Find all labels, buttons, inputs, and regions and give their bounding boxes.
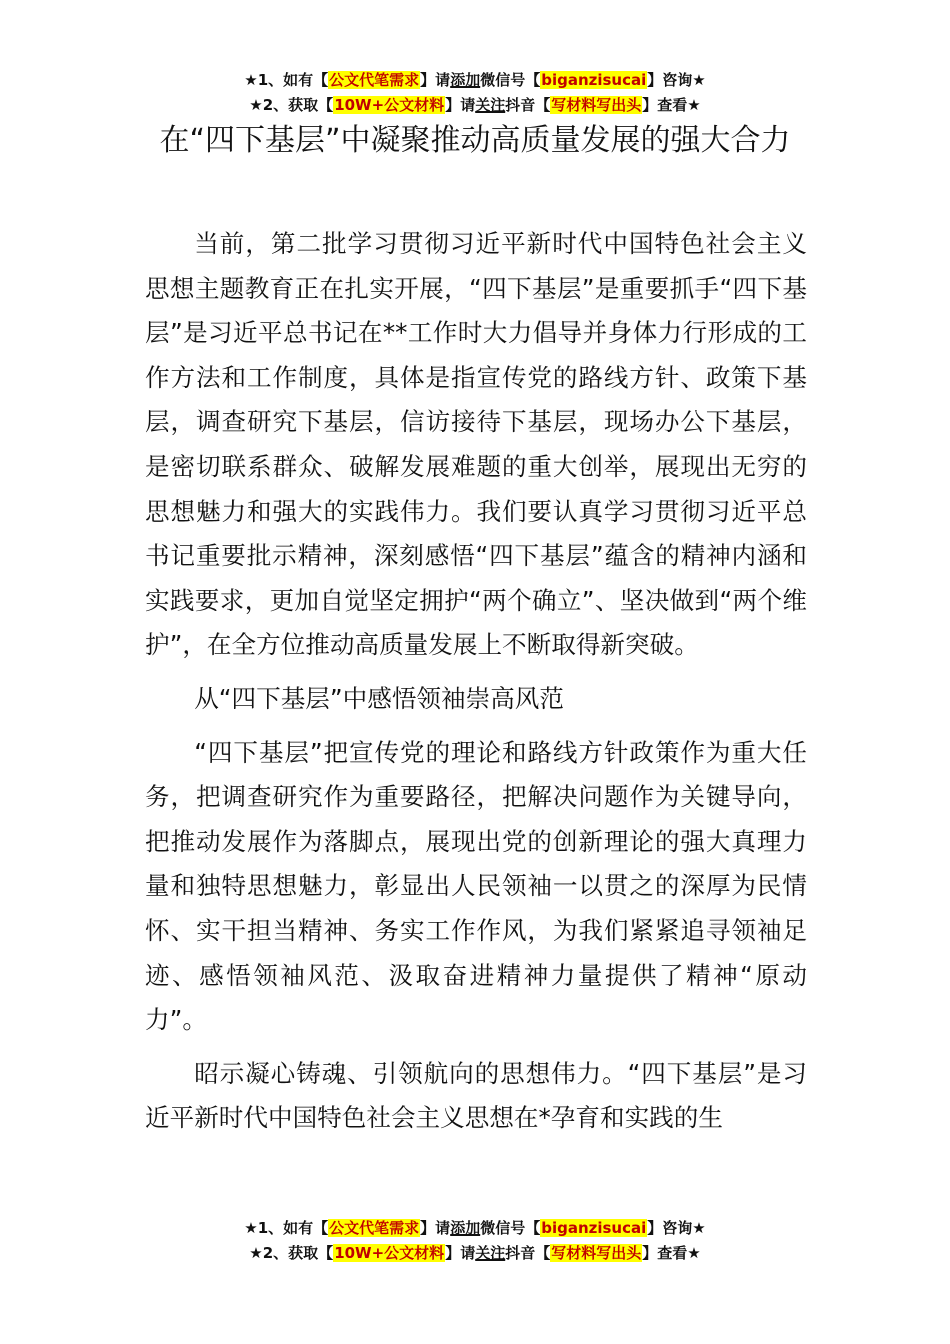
highlight-service: 公文代笔需求: [329, 71, 420, 89]
promo-emphasis: 关注: [475, 1244, 506, 1262]
paragraph: “四下基层”把宣传党的理论和路线方针政策作为重大任务，把调查研究作为重要路径，把解决问题作为关键导向，把推动发展作为落脚点，展现出党的创新理论的强大真理力量和独特思想魅力，彰显出人民领袖一以贯之的深厚为民情怀、实干担当精神、务实工作作风，为我们紧紧追寻领袖足迹、感悟领袖风范、汲取奋进精神力量提供了精神“原动力”。: [145, 737, 807, 1035]
promo-emphasis: 添加: [450, 1219, 481, 1237]
highlight-wechat-id: biganzisucai: [541, 71, 647, 89]
promo-footer: [0, 1216, 950, 1266]
promo-text: ★1、如有【: [244, 71, 329, 89]
promo-text: 微信号【: [480, 71, 541, 89]
promo-emphasis: 添加: [450, 71, 481, 89]
highlight-service: 公文代笔需求: [329, 1219, 420, 1237]
promo-line-1: [0, 1216, 950, 1241]
highlight-materials: 10W+公文材料: [334, 96, 445, 114]
promo-emphasis: 关注: [475, 96, 506, 114]
promo-text: 】请: [445, 1244, 476, 1262]
document-body: [145, 222, 807, 1150]
promo-text: ★2、获取【: [249, 1244, 334, 1262]
promo-text: 】请: [420, 71, 451, 89]
promo-text: ★2、获取【: [249, 96, 334, 114]
promo-text: 】咨询★: [647, 71, 706, 89]
promo-line-2: [0, 1241, 950, 1266]
promo-text: 】请: [420, 1219, 451, 1237]
promo-header: [0, 68, 950, 118]
promo-text: 】请: [445, 96, 476, 114]
highlight-wechat-id: biganzisucai: [541, 1219, 647, 1237]
promo-line-1: [0, 68, 950, 93]
highlight-materials: 10W+公文材料: [334, 1244, 445, 1262]
highlight-douyin: 写材料写出头: [551, 1244, 642, 1262]
promo-text: 微信号【: [480, 1219, 541, 1237]
section-heading: 从“四下基层”中感悟领袖崇高风范: [194, 683, 564, 713]
promo-text: 】查看★: [642, 1244, 701, 1262]
promo-line-2: [0, 93, 950, 118]
promo-text: 】咨询★: [647, 1219, 706, 1237]
promo-text: ★1、如有【: [244, 1219, 329, 1237]
document-title: 在“四下基层”中凝聚推动高质量发展的强大合力: [159, 123, 791, 158]
paragraph: 昭示凝心铸魂、引领航向的思想伟力。“四下基层”是习近平新时代中国特色社会主义思想在*孕育和实践的生: [145, 1058, 807, 1133]
promo-text: 抖音【: [505, 1244, 551, 1262]
promo-text: 】查看★: [642, 96, 701, 114]
paragraph-intro: 当前，第二批学习贯彻习近平新时代中国特色社会主义思想主题教育正在扎实开展，“四下基层”是重要抓手“四下基层”是习近平总书记在**工作时大力倡导并身体力行形成的工作方法和工作制度，具体是指宣传党的路线方针、政策下基层，调查研究下基层，信访接待下基层，现场办公下基层，是密切联系群众、破解发展难题的重大创举，展现出无穷的思想魅力和强大的实践伟力。我们要认真学习贯彻习近平总书记重要批示精神，深刻感悟“四下基层”蕴含的精神内涵和实践要求，更加自觉坚定拥护“两个确立”、坚决做到“两个维护”，在全方位推动高质量发展上不断取得新突破。: [145, 229, 807, 660]
promo-text: 抖音【: [505, 96, 551, 114]
highlight-douyin: 写材料写出头: [551, 96, 642, 114]
